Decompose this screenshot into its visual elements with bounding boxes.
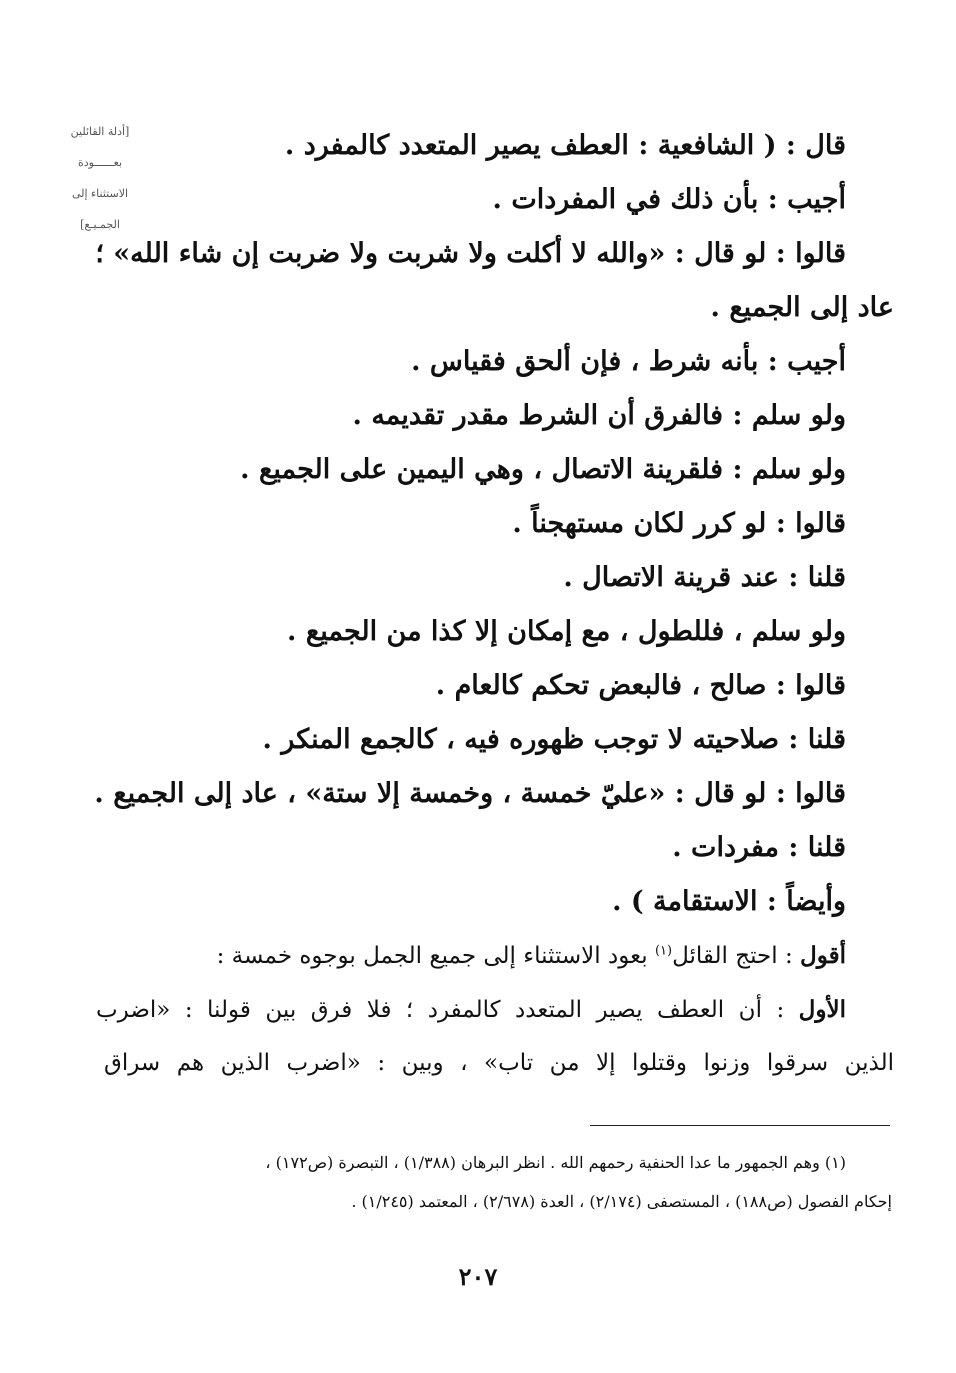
- sharh-line: [96, 996, 846, 1023]
- margin-note-line: الجمـيـع]: [80, 218, 120, 231]
- matn-line: ولو سلم ، فللطول ، مع إمكان إلا كذا من الجميع .: [287, 616, 846, 647]
- footnote-line: (١) وهم الجمهور ما عدا الحنفية رحمهم الله . انظر البرهان (١/٣٨٨) ، التبصرة (ص١٧٢) ،: [265, 1153, 846, 1172]
- sharh-label: الأول: [798, 996, 846, 1023]
- margin-note: [58, 116, 142, 240]
- margin-note-line: [أدلة القائلين: [70, 125, 130, 138]
- matn-line: قالوا : صالح ، فالبعض تحكم كالعام .: [435, 670, 846, 701]
- margin-note-line: بعــــــودة: [77, 156, 123, 169]
- sharh-label: أقول: [800, 942, 846, 969]
- matn-line: قلنا : مفردات .: [672, 832, 846, 863]
- matn-line: قال : ( الشافعية : العطف يصير المتعدد كالمفرد .: [284, 130, 846, 161]
- footnote-separator: [590, 1125, 890, 1126]
- sharh-line: [217, 942, 846, 969]
- sharh-text: : احتج القائل: [672, 943, 801, 969]
- matn-line: قالوا : لو كرر لكان مستهجناً .: [512, 508, 846, 539]
- matn-line: وأيضاً : الاستقامة ) .: [612, 886, 846, 917]
- sharh-text: بعود الاستثناء إلى جميع الجمل بوجوه خمسة :: [216, 943, 655, 969]
- matn-line: أجيب : بأن ذلك في المفردات .: [492, 184, 846, 215]
- matn-line: ولو سلم : فالفرق أن الشرط مقدر تقديمه .: [352, 400, 846, 431]
- matn-line: قالوا : لو قال : «عليّ خمسة ، وخمسة إلا ستة» ، عاد إلى الجميع .: [94, 778, 846, 809]
- matn-line: قلنا : عند قرينة الاتصال .: [563, 562, 846, 593]
- matn-line: ولو سلم : فلقرينة الاتصال ، وهي اليمين على الجميع .: [240, 454, 846, 485]
- sharh-text: : أن العطف يصير المتعدد كالمفرد ؛ فلا فرق بين قولنا : «اضرب: [96, 997, 799, 1023]
- sharh-line: الذين سرقوا وزنوا وقتلوا إلا من تاب» ، وبين : «اضرب الذين هم سراق: [104, 1050, 894, 1076]
- matn-line: قلنا : صلاحيته لا توجب ظهوره فيه ، كالجمع المنكر .: [262, 724, 846, 755]
- footnote-ref: (١): [654, 943, 673, 959]
- margin-note-line: الاستثناء إلى: [71, 187, 129, 200]
- matn-line: أجيب : بأنه شرط ، فإن ألحق فقياس .: [411, 346, 846, 377]
- matn-line: قالوا : لو قال : «والله لا أكلت ولا شربت ولا ضربت إن شاء الله» ؛: [95, 238, 846, 269]
- page-number: ٢٠٧: [458, 1262, 498, 1291]
- matn-line: عاد إلى الجميع .: [710, 292, 894, 323]
- footnote-line: إحكام الفصول (ص١٨٨) ، المستصفى (٢/١٧٤) ، العدة (٢/٦٧٨) ، المعتمد (١/٢٤٥) .: [351, 1192, 892, 1211]
